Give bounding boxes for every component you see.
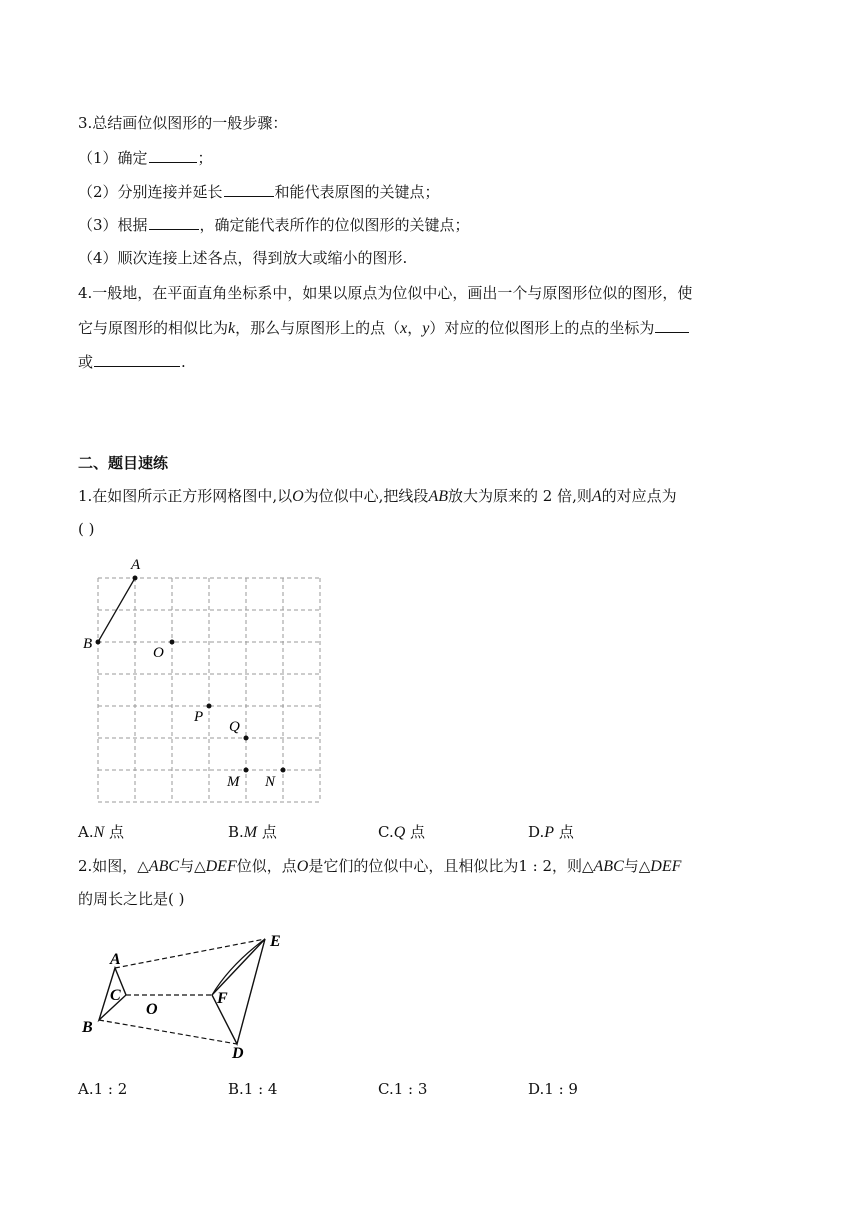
option-letter: N (93, 824, 105, 841)
option-suffix: 点 (554, 823, 574, 841)
item4-line-1: 4.一般地，在平面直角坐标系中，如果以原点为位似中心，画出一个与原图形位似的图形，使 (78, 284, 693, 302)
option-suffix: 点 (104, 823, 125, 841)
var-x: x (400, 320, 408, 337)
item4-text: 它与原图形的相似比为 (78, 319, 229, 337)
option-prefix: D. (528, 823, 545, 841)
q2-text: 是它们的位似中心，且相似比为1 : 2，则△ (308, 857, 594, 875)
item4-text: ）对应的位似图形上的点的坐标为 (429, 319, 655, 337)
option-suffix: 点 (257, 823, 277, 841)
label-N: N (265, 774, 276, 790)
option-prefix: B. (228, 823, 244, 841)
label-O: O (153, 645, 164, 661)
q2-text: 2.如图，△ (78, 857, 149, 875)
var-k: k (228, 320, 236, 337)
label-Q: Q (229, 719, 240, 735)
label-B: B (82, 1019, 93, 1036)
var-DEF: DEF (650, 858, 682, 875)
item4-text: ，那么与原图形上的点（ (235, 319, 401, 337)
item4-period: . (181, 353, 186, 371)
q1-line-2: ( ) (78, 520, 95, 538)
var-ABC: ABC (148, 858, 180, 875)
option-prefix: C. (378, 823, 394, 841)
label-P: P (194, 709, 204, 725)
var-O: O (292, 488, 304, 505)
var-AB: AB (428, 488, 448, 505)
q1-text: 的对应点为 (601, 487, 677, 505)
label-A: A (110, 951, 121, 968)
label-M: M (227, 774, 240, 790)
step-1-end: ； (197, 149, 213, 167)
q1-text: 放大为原来的 2 倍,则 (447, 487, 592, 505)
step-4: （4）顺次连接上述各点，得到放大或缩小的图形. (78, 249, 408, 267)
q2-text: 与△ (623, 857, 651, 875)
item4-or: 或 (78, 353, 94, 371)
item4-comma: ， (407, 319, 423, 337)
q2-option-c[interactable]: C.1 : 3 (378, 1080, 428, 1098)
label-E: E (270, 933, 281, 950)
label-D: D (232, 1045, 244, 1062)
label-O: O (146, 1001, 158, 1018)
option-prefix: A. (78, 823, 94, 841)
step-3-text: （3）根据 (78, 216, 148, 234)
option-letter: M (243, 824, 258, 841)
q2-text: 位似，点 (236, 857, 297, 875)
label-F: F (217, 990, 228, 1007)
var-ABC: ABC (593, 858, 624, 875)
var-DEF: DEF (205, 858, 237, 875)
option-suffix: 点 (405, 823, 426, 841)
var-A: A (591, 488, 602, 505)
q2-option-b[interactable]: B.1 : 4 (228, 1080, 278, 1098)
q2-option-d[interactable]: D.1 : 9 (528, 1080, 578, 1098)
label-A: A (131, 557, 141, 573)
step-2-end: 和能代表原图的关键点； (274, 183, 440, 201)
step-2-text: （2）分别连接并延长 (78, 183, 223, 201)
q1-text: 1.在如图所示正方形网格图中,以 (78, 487, 293, 505)
label-B: B (83, 636, 93, 652)
var-O: O (296, 858, 309, 875)
q2-option-a[interactable]: A.1 : 2 (78, 1080, 128, 1098)
q1-text: 为位似中心,把线段 (303, 487, 429, 505)
step-3-end: ，确定能代表所作的位似图形的关键点； (199, 216, 470, 234)
step-1-text: （1）确定 (78, 149, 148, 167)
var-y: y (422, 320, 430, 337)
item3-title: 3.总结画位似图形的一般步骤： (78, 114, 288, 132)
q2-line-2: 的周长之比是( ) (78, 890, 185, 908)
option-letter: Q (393, 824, 406, 841)
section-heading: 二、题目速练 (78, 454, 169, 472)
option-letter: P (544, 824, 555, 841)
q2-text: 与△ (179, 857, 206, 875)
label-C: C (110, 987, 121, 1004)
